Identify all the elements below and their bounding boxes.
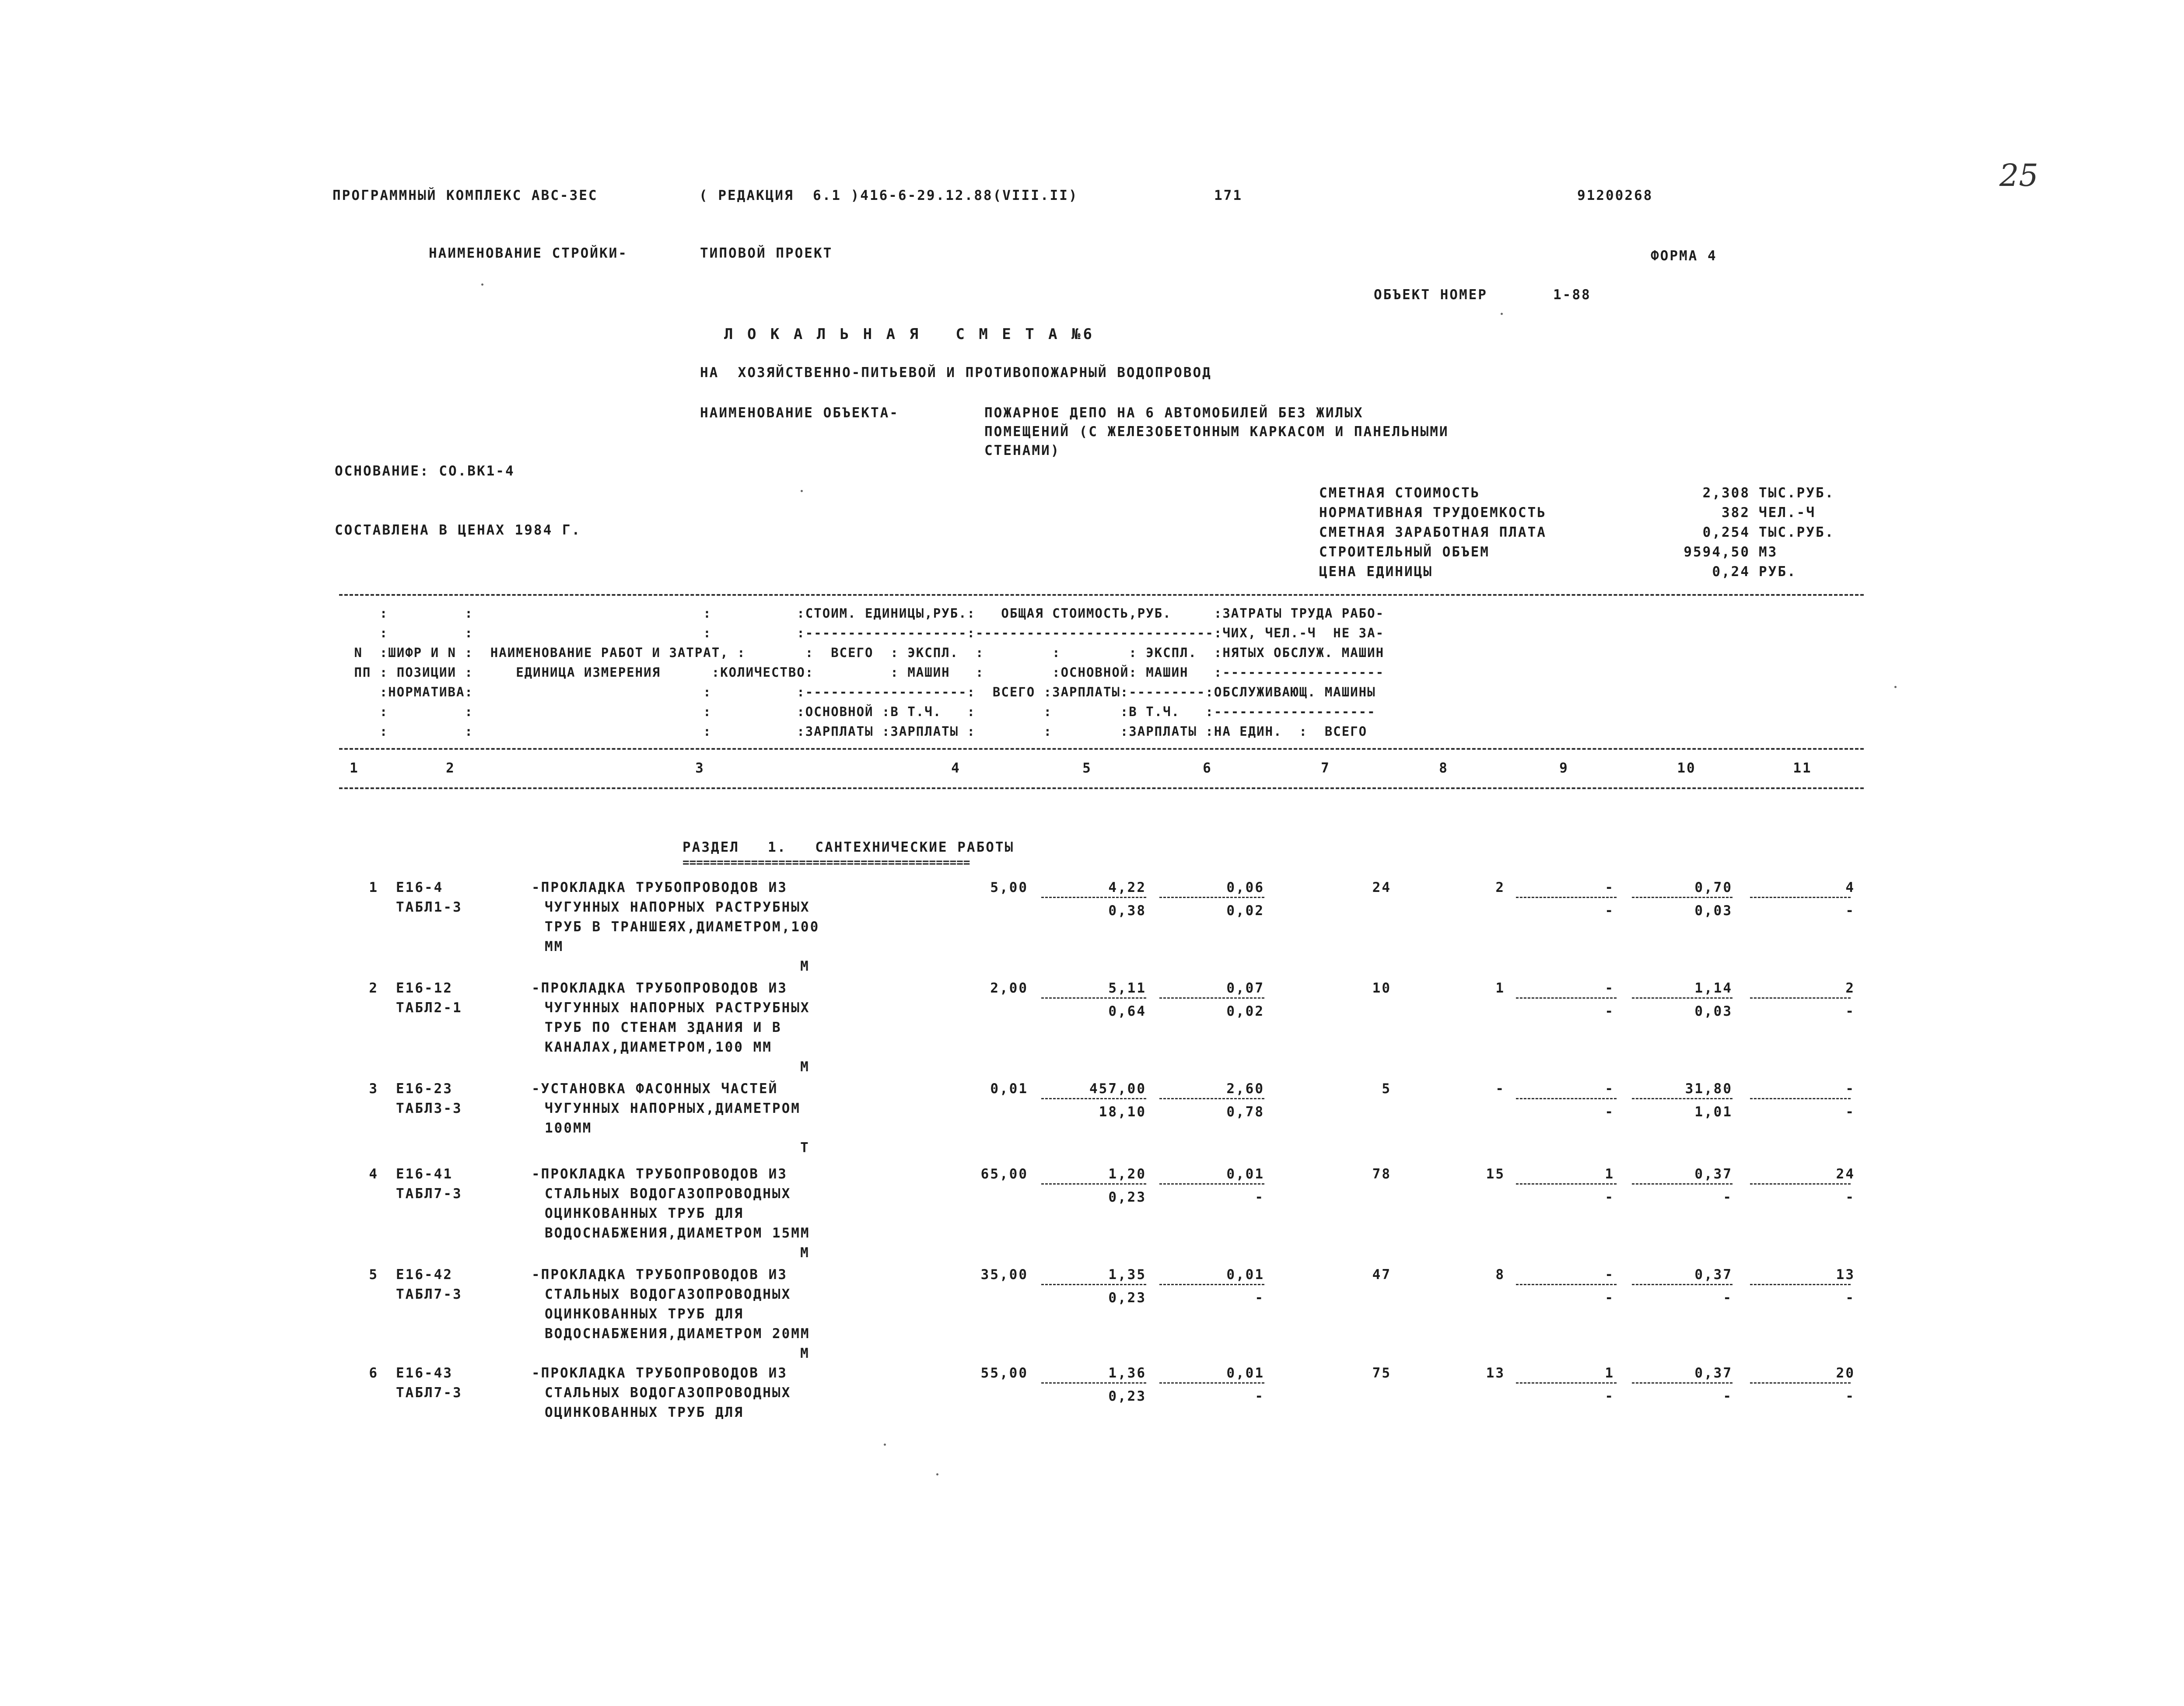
table-header-line: N :ШИФР И N : НАИМЕНОВАНИЕ РАБОТ И ЗАТРАТ, : : ВСЕГО : ЭКСПЛ. : : : ЭКСПЛ. :НЯТЫХ ОБСЛУЖ. МАШИН (346, 645, 1385, 660)
row-labor-per-unit: 1,14 (1694, 980, 1732, 996)
row-unit: М (800, 1245, 810, 1261)
row-unit-machine-cost: 0,01 (1226, 1267, 1264, 1283)
row-description-line: -ПРОКЛАДКА ТРУБОПРОВОДОВ ИЗ (532, 1365, 788, 1381)
row-description-line: ЧУГУННЫХ НАПОРНЫХ РАСТРУБНЫХ (545, 1000, 810, 1016)
row-machine-labor-total: - (1845, 1388, 1855, 1404)
row-total-cost: 5 (1382, 1081, 1391, 1097)
row-description-line: -ПРОКЛАДКА ТРУБОПРОВОДОВ ИЗ (532, 1166, 788, 1182)
summary-label: НОРМАТИВНАЯ ТРУДОЕМКОСТЬ (1319, 505, 1547, 521)
row-table-ref: ТАБЛ7-3 (396, 1385, 462, 1401)
row-description-line: ТРУБ ПО СТЕНАМ ЗДАНИЯ И В (545, 1020, 782, 1035)
row-total-wage: 2 (1495, 880, 1505, 895)
object-name-line-3: СТЕНАМИ) (984, 443, 1060, 458)
row-separator (1750, 1284, 1851, 1285)
row-total-wage: 15 (1486, 1166, 1505, 1182)
scan-speck (1894, 686, 1897, 688)
row-total-machine: - (1605, 880, 1614, 895)
scan-speck (936, 1473, 938, 1475)
row-separator (1041, 1098, 1146, 1099)
row-unit: М (800, 1059, 810, 1075)
row-code: Е16-12 (396, 980, 453, 996)
row-unit-wage: 0,38 (1108, 903, 1146, 919)
row-separator (1516, 1183, 1617, 1185)
page-number: 171 (1214, 188, 1242, 203)
row-quantity: 0,01 (990, 1081, 1028, 1097)
row-total-machine-wage: - (1605, 1189, 1614, 1205)
summary-unit: М3 (1759, 544, 1778, 560)
row-labor-per-unit: 0,37 (1694, 1365, 1732, 1381)
row-machine-labor-total: - (1845, 903, 1855, 919)
summary-unit: ТЫС.РУБ. (1759, 524, 1835, 540)
price-basis-text: СОСТАВЛЕНА В ЦЕНАХ 1984 Г. (335, 522, 581, 538)
row-description-line: ММ (545, 939, 564, 954)
row-unit: М (800, 958, 810, 974)
row-unit-machine-cost: 2,60 (1226, 1081, 1264, 1097)
summary-label: СМЕТНАЯ ЗАРАБОТНАЯ ПЛАТА (1319, 524, 1547, 540)
row-code: Е16-23 (396, 1081, 453, 1097)
row-unit-machine-wage: 0,02 (1226, 903, 1264, 919)
row-separator (1516, 897, 1617, 898)
row-separator (1750, 997, 1851, 999)
scan-speck (481, 283, 483, 286)
row-description-line: ВОДОСНАБЖЕНИЯ,ДИАМЕТРОМ 15ММ (545, 1225, 810, 1241)
handwritten-page-mark: 25 (1999, 157, 2039, 193)
document-code: 91200268 (1577, 188, 1653, 203)
row-separator (1041, 897, 1146, 898)
row-separator (1750, 1183, 1851, 1185)
row-description-line: -ПРОКЛАДКА ТРУБОПРОВОДОВ ИЗ (532, 880, 788, 895)
object-name-label: НАИМЕНОВАНИЕ ОБЪЕКТА- (700, 405, 899, 421)
row-separator (1159, 997, 1264, 999)
row-description-line: СТАЛЬНЫХ ВОДОГАЗОПРОВОДНЫХ (545, 1186, 791, 1202)
summary-value: 382 (1722, 505, 1750, 521)
row-separator (1159, 1284, 1264, 1285)
row-machine-labor-per-unit: 0,03 (1694, 903, 1732, 919)
column-number: 1 (350, 760, 359, 776)
table-numbers-rule (339, 787, 1864, 789)
row-description-line: -УСТАНОВКА ФАСОННЫХ ЧАСТЕЙ (532, 1081, 778, 1097)
row-unit-machine-cost: 0,07 (1226, 980, 1264, 996)
row-number: 5 (369, 1267, 378, 1283)
column-number: 3 (695, 760, 705, 776)
row-description-line: ОЦИНКОВАННЫХ ТРУБ ДЛЯ (545, 1405, 744, 1420)
row-separator (1159, 897, 1264, 898)
row-description-line: -ПРОКЛАДКА ТРУБОПРОВОДОВ ИЗ (532, 1267, 788, 1283)
row-description-line: СТАЛЬНЫХ ВОДОГАЗОПРОВОДНЫХ (545, 1385, 791, 1401)
row-machine-labor-per-unit: - (1723, 1189, 1732, 1205)
row-labor-total: 13 (1836, 1267, 1855, 1283)
row-labor-total: 2 (1845, 980, 1855, 996)
row-total-wage: 8 (1495, 1267, 1505, 1283)
row-total-cost: 10 (1372, 980, 1391, 996)
row-unit-cost: 457,00 (1089, 1081, 1146, 1097)
section-title: РАЗДЕЛ 1. САНТЕХНИЧЕСКИЕ РАБОТЫ (682, 839, 1015, 855)
row-separator (1632, 1382, 1732, 1384)
column-number: 10 (1677, 760, 1696, 776)
row-separator (1041, 1284, 1146, 1285)
row-total-machine: - (1605, 1081, 1614, 1097)
object-name-line-2: ПОМЕЩЕНИЙ (С ЖЕЛЕЗОБЕТОННЫМ КАРКАСОМ И ПАНЕЛЬНЫМИ (984, 424, 1449, 440)
row-machine-labor-total: - (1845, 1189, 1855, 1205)
row-unit-wage: 0,23 (1108, 1189, 1146, 1205)
row-total-wage: 13 (1486, 1365, 1505, 1381)
row-unit-wage: 18,10 (1099, 1104, 1146, 1120)
summary-label: СТРОИТЕЛЬНЫЙ ОБЪЕМ (1319, 544, 1490, 560)
table-top-rule (339, 594, 1864, 596)
row-total-cost: 24 (1372, 880, 1391, 895)
row-total-cost: 47 (1372, 1267, 1391, 1283)
row-separator (1750, 1382, 1851, 1384)
row-quantity: 5,00 (990, 880, 1028, 895)
row-total-machine-wage: - (1605, 903, 1614, 919)
row-unit-machine-wage: 0,78 (1226, 1104, 1264, 1120)
row-separator (1516, 1098, 1617, 1099)
row-unit-cost: 1,36 (1108, 1365, 1146, 1381)
row-unit-wage: 0,23 (1108, 1388, 1146, 1404)
row-description-line: 100ММ (545, 1120, 592, 1136)
row-number: 1 (369, 880, 378, 895)
row-code: Е16-42 (396, 1267, 453, 1283)
row-separator (1632, 997, 1732, 999)
form-label: ФОРМА 4 (1651, 248, 1717, 264)
row-labor-per-unit: 0,37 (1694, 1267, 1732, 1283)
row-total-wage: - (1495, 1081, 1505, 1097)
summary-label: ЦЕНА ЕДИНИЦЫ (1319, 564, 1433, 580)
row-separator (1516, 1284, 1617, 1285)
row-machine-labor-total: - (1845, 1290, 1855, 1306)
row-quantity: 65,00 (980, 1166, 1028, 1182)
summary-value: 2,308 (1702, 485, 1750, 501)
row-total-machine-wage: - (1605, 1104, 1614, 1120)
row-total-cost: 78 (1372, 1166, 1391, 1182)
row-description-line: ОЦИНКОВАННЫХ ТРУБ ДЛЯ (545, 1306, 744, 1322)
row-machine-labor-total: - (1845, 1104, 1855, 1120)
column-number: 2 (446, 760, 455, 776)
row-unit-wage: 0,23 (1108, 1290, 1146, 1306)
row-labor-total: - (1845, 1081, 1855, 1097)
row-quantity: 55,00 (980, 1365, 1028, 1381)
row-unit: Т (800, 1140, 810, 1156)
object-number-label: ОБЪЕКТ НОМЕР (1374, 287, 1488, 303)
row-description-line: ТРУБ В ТРАНШЕЯХ,ДИАМЕТРОМ,100 (545, 919, 820, 935)
summary-label: СМЕТНАЯ СТОИМОСТЬ (1319, 485, 1480, 501)
table-header-rule (339, 748, 1864, 750)
row-labor-total: 24 (1836, 1166, 1855, 1182)
row-unit-cost: 1,20 (1108, 1166, 1146, 1182)
row-separator (1159, 1382, 1264, 1384)
summary-unit: РУБ. (1759, 564, 1797, 580)
program-edition: ( РЕДАКЦИЯ 6.1 )416-6-29.12.88(VIII.II) (699, 188, 1078, 203)
row-code: Е16-43 (396, 1365, 453, 1381)
table-header-line: : : : :-------------------:----------------------------:ЧИХ, ЧЕЛ.-Ч НЕ ЗА- (346, 626, 1385, 640)
row-separator (1041, 997, 1146, 999)
row-total-machine-wage: - (1605, 1290, 1614, 1306)
summary-unit: ТЫС.РУБ. (1759, 485, 1835, 501)
object-number-value: 1-88 (1553, 287, 1591, 303)
row-machine-labor-total: - (1845, 1003, 1855, 1019)
row-unit-machine-wage: - (1255, 1189, 1264, 1205)
row-total-machine-wage: - (1605, 1388, 1614, 1404)
table-header-line: : : : :СТОИМ. ЕДИНИЦЫ,РУБ.: ОБЩАЯ СТОИМОСТЬ,РУБ. :ЗАТРАТЫ ТРУДА РАБО- (346, 606, 1385, 621)
row-unit-cost: 1,35 (1108, 1267, 1146, 1283)
program-name: ПРОГРАММНЫЙ КОМПЛЕКС АВС-ЗЕС (332, 188, 598, 203)
stroika-label: НАИМЕНОВАНИЕ СТРОЙКИ- (429, 245, 628, 261)
row-description-line: ОЦИНКОВАННЫХ ТРУБ ДЛЯ (545, 1206, 744, 1221)
summary-value: 0,24 (1712, 564, 1750, 580)
row-labor-per-unit: 31,80 (1685, 1081, 1732, 1097)
row-quantity: 35,00 (980, 1267, 1028, 1283)
row-machine-labor-per-unit: - (1723, 1388, 1732, 1404)
table-header-line: :НОРМАТИВА: : :-------------------: ВСЕГО :ЗАРПЛАТЫ:---------:ОБСЛУЖИВАЮЩ. МАШИНЫ (346, 685, 1376, 699)
row-total-machine: 1 (1605, 1166, 1614, 1182)
scan-speck (884, 1444, 886, 1446)
object-name-line-1: ПОЖАРНОЕ ДЕПО НА 6 АВТОМОБИЛЕЙ БЕЗ ЖИЛЫХ (984, 405, 1364, 421)
column-number: 9 (1559, 760, 1569, 776)
row-labor-total: 20 (1836, 1365, 1855, 1381)
row-unit-wage: 0,64 (1108, 1003, 1146, 1019)
column-number: 6 (1203, 760, 1212, 776)
summary-unit: ЧЕЛ.-Ч (1759, 505, 1816, 521)
row-unit-cost: 4,22 (1108, 880, 1146, 895)
row-unit-cost: 5,11 (1108, 980, 1146, 996)
row-separator (1632, 1098, 1732, 1099)
row-total-wage: 1 (1495, 980, 1505, 996)
row-total-machine-wage: - (1605, 1003, 1614, 1019)
scan-speck (1501, 313, 1503, 315)
row-number: 3 (369, 1081, 378, 1097)
row-separator (1750, 1098, 1851, 1099)
column-number: 11 (1793, 760, 1812, 776)
row-table-ref: ТАБЛ3-3 (396, 1101, 462, 1116)
row-total-machine: - (1605, 1267, 1614, 1283)
table-header-line: : : : :ЗАРПЛАТЫ :ЗАРПЛАТЫ : : :ЗАРПЛАТЫ :НА ЕДИН. : ВСЕГО (346, 724, 1368, 739)
row-total-machine: 1 (1605, 1365, 1614, 1381)
row-number: 4 (369, 1166, 378, 1182)
row-table-ref: ТАБЛ1-3 (396, 899, 462, 915)
document-title: Л О К А Л Ь Н А Я С М Е Т А №6 (724, 325, 1095, 343)
row-separator (1041, 1382, 1146, 1384)
scan-speck (801, 490, 803, 492)
row-separator (1516, 1382, 1617, 1384)
row-description-line: -ПРОКЛАДКА ТРУБОПРОВОДОВ ИЗ (532, 980, 788, 996)
row-separator (1632, 1183, 1732, 1185)
row-unit-machine-wage: - (1255, 1290, 1264, 1306)
row-machine-labor-per-unit: 0,03 (1694, 1003, 1732, 1019)
row-separator (1632, 897, 1732, 898)
document-subtitle: НА ХОЗЯЙСТВЕННО-ПИТЬЕВОЙ И ПРОТИВОПОЖАРНЫЙ ВОДОПРОВОД (700, 365, 1212, 381)
table-header-line: ПП : ПОЗИЦИИ : ЕДИНИЦА ИЗМЕРЕНИЯ :КОЛИЧЕСТВО: : МАШИН : :ОСНОВНОЙ: МАШИН :------------------- (346, 665, 1385, 680)
row-description-line: ВОДОСНАБЖЕНИЯ,ДИАМЕТРОМ 20ММ (545, 1326, 810, 1342)
summary-value: 9594,50 (1684, 544, 1750, 560)
section-underline: ========================================== (682, 856, 970, 869)
row-separator (1516, 997, 1617, 999)
row-number: 6 (369, 1365, 378, 1381)
row-unit-machine-wage: 0,02 (1226, 1003, 1264, 1019)
row-description-line: СТАЛЬНЫХ ВОДОГАЗОПРОВОДНЫХ (545, 1286, 791, 1302)
basis-text: ОСНОВАНИЕ: СО.ВК1-4 (335, 463, 515, 479)
stroika-value: ТИПОВОЙ ПРОЕКТ (700, 245, 833, 261)
row-code: Е16-41 (396, 1166, 453, 1182)
row-machine-labor-per-unit: 1,01 (1694, 1104, 1732, 1120)
row-table-ref: ТАБЛ7-3 (396, 1186, 462, 1202)
row-total-cost: 75 (1372, 1365, 1391, 1381)
column-number: 5 (1082, 760, 1092, 776)
row-total-machine: - (1605, 980, 1614, 996)
row-unit: М (800, 1346, 810, 1361)
row-separator (1159, 1098, 1264, 1099)
row-number: 2 (369, 980, 378, 996)
row-description-line: ЧУГУННЫХ НАПОРНЫХ,ДИАМЕТРОМ (545, 1101, 801, 1116)
column-number: 4 (951, 760, 961, 776)
row-description-line: КАНАЛАХ,ДИАМЕТРОМ,100 ММ (545, 1039, 772, 1055)
summary-value: 0,254 (1702, 524, 1750, 540)
row-unit-machine-cost: 0,06 (1226, 880, 1264, 895)
row-table-ref: ТАБЛ2-1 (396, 1000, 462, 1016)
row-unit-machine-cost: 0,01 (1226, 1166, 1264, 1182)
row-code: Е16-4 (396, 880, 444, 895)
row-quantity: 2,00 (990, 980, 1028, 996)
table-header-line: : : : :ОСНОВНОЙ :В Т.Ч. : : :В Т.Ч. :------------------- (346, 704, 1376, 719)
row-table-ref: ТАБЛ7-3 (396, 1286, 462, 1302)
row-labor-per-unit: 0,37 (1694, 1166, 1732, 1182)
row-labor-per-unit: 0,70 (1694, 880, 1732, 895)
row-separator (1750, 897, 1851, 898)
row-description-line: ЧУГУННЫХ НАПОРНЫХ РАСТРУБНЫХ (545, 899, 810, 915)
row-labor-total: 4 (1845, 880, 1855, 895)
row-machine-labor-per-unit: - (1723, 1290, 1732, 1306)
row-unit-machine-wage: - (1255, 1388, 1264, 1404)
column-number: 7 (1321, 760, 1330, 776)
row-separator (1632, 1284, 1732, 1285)
column-number: 8 (1439, 760, 1449, 776)
row-separator (1159, 1183, 1264, 1185)
row-separator (1041, 1183, 1146, 1185)
row-unit-machine-cost: 0,01 (1226, 1365, 1264, 1381)
